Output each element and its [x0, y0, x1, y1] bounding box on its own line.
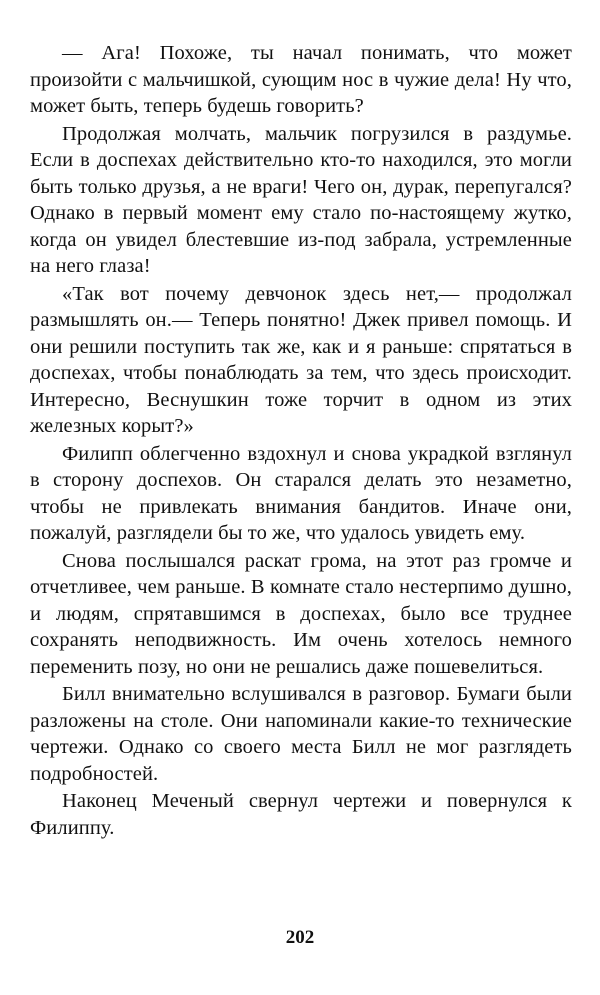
page-number: 202: [285, 927, 315, 948]
paragraph-5: Снова послышался раскат грома, на этот раз громче и отчетливее, чем раньше. В комнате стало нестерпимо душно, и людям, спрятавшимся в доспехах, было все труднее сохранять неподвижность. Им очень хотелось немного переменить позу, но они не решались даже пошевелиться.: [30, 549, 572, 678]
paragraph-6: Билл внимательно вслушивался в разговор. Бумаги были разложены на столе. Они напоминали какие-то технические чертежи. Однако со своего места Билл не мог разглядеть подробностей.: [30, 683, 572, 785]
paragraph-2: Продолжая молчать, мальчик погрузился в раздумье. Если в доспехах действительно кто-то находился, это могли быть только друзья, а не враги! Чего он, дурак, перепугался? Однако в первый момент ему стало по-настоящему жутко, когда он увидел блестевшие из-под забрала, устремленные на него глаза!: [30, 122, 572, 277]
paragraph-3: «Так вот почему девчонок здесь нет,— продолжал размышлять он.— Теперь понятно! Джек привел помощь. И они решили поступить так же, как и я раньше: спрятаться в доспехах, чтобы понаблюдать за тем, что здесь происходит. Интересно, Веснушкин тоже торчит в одном из этих железных корыт?»: [30, 282, 572, 437]
paragraph-4: Филипп облегченно вздохнул и снова украдкой взглянул в сторону доспехов. Он старался делать это незаметно, чтобы не привлекать внимания бандитов. Иначе они, пожалуй, разглядели бы то же, что удалось увидеть ему.: [30, 442, 572, 544]
paragraph-1: — Ага! Похоже, ты начал понимать, что может произойти с мальчишкой, сующим нос в чужие дела! Ну что, может быть, теперь будешь говорить?: [30, 42, 572, 117]
body-text: [30, 40, 572, 841]
paragraph-7: Наконец Меченый свернул чертежи и повернулся к Филиппу.: [30, 790, 572, 839]
